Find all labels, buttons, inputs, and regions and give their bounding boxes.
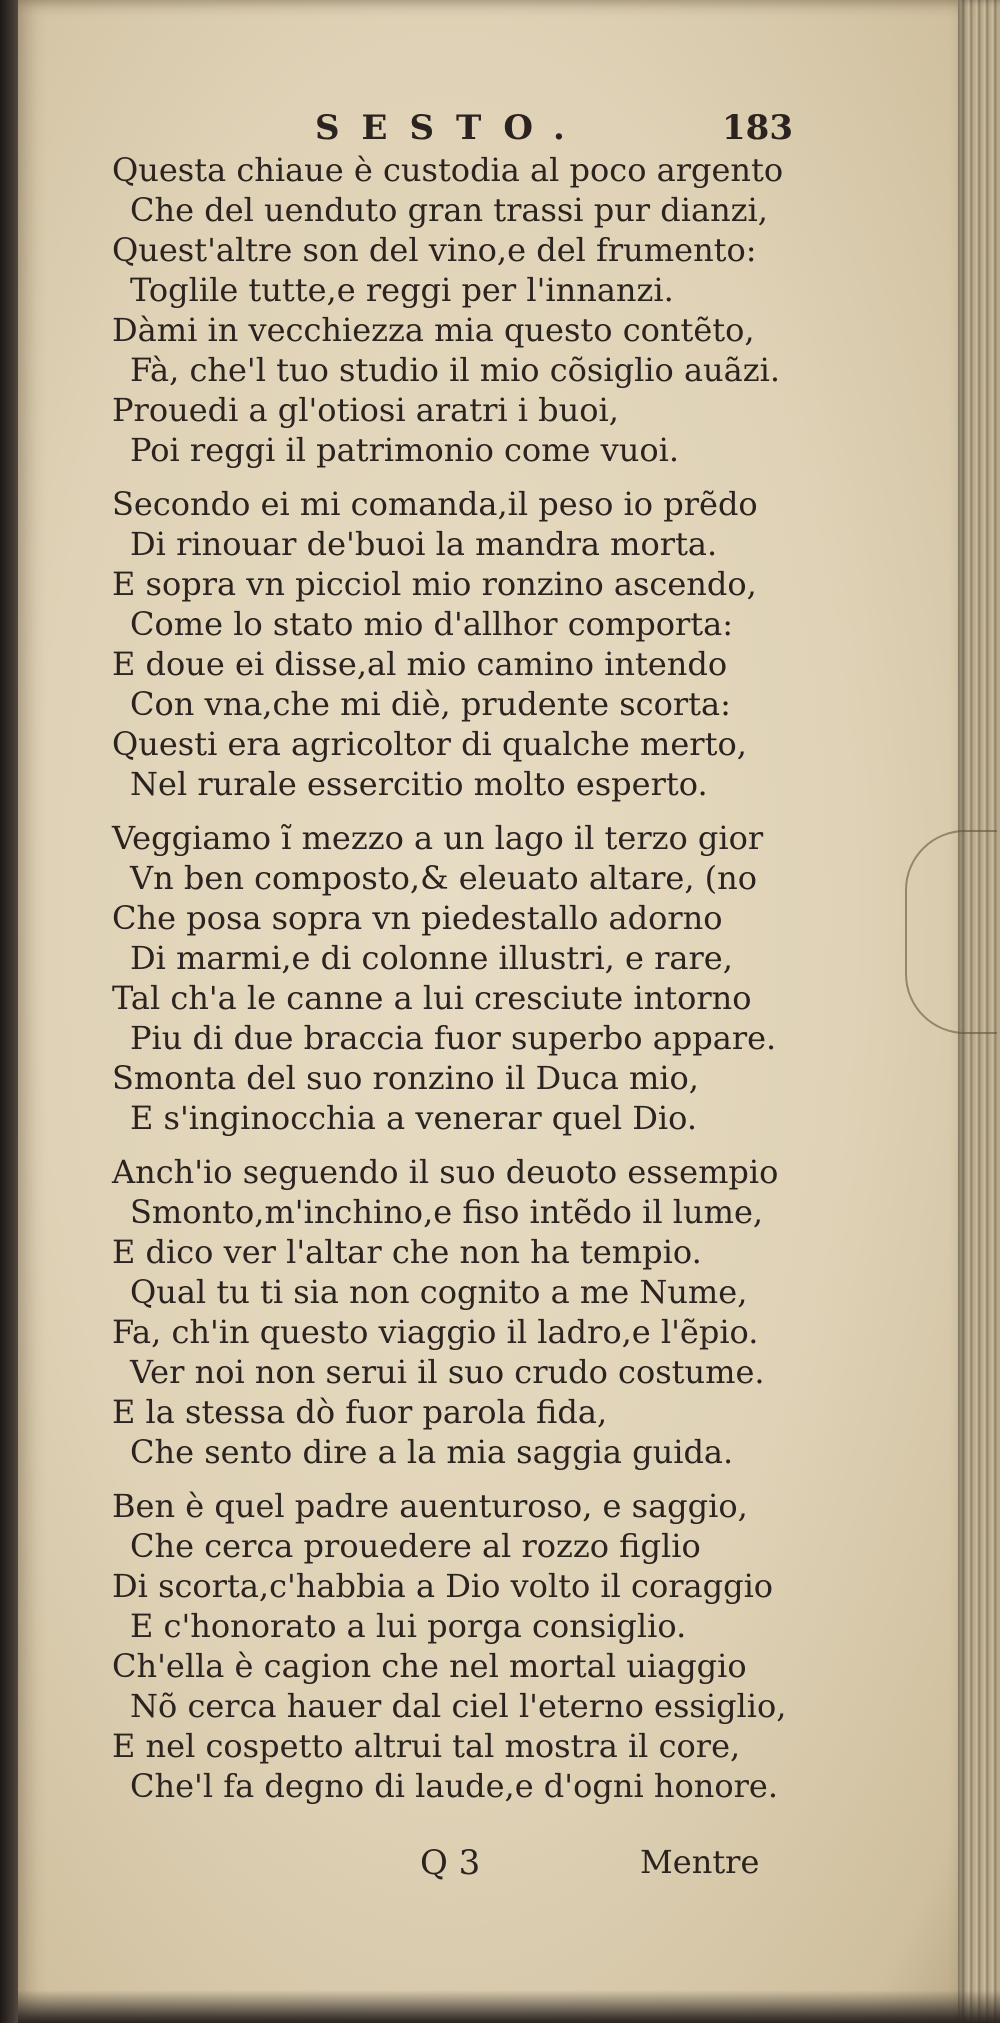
clasp-impression — [905, 830, 997, 1034]
verse-line: Anch'io seguendo il suo deuoto essempio — [112, 1153, 779, 1191]
verse-line: E c'honorato a lui porga consiglio. — [130, 1607, 687, 1645]
verse-line: E dico ver l'altar che non ha tempio. — [112, 1233, 702, 1271]
verse-line: Fa, ch'in questo viaggio il ladro,e l'ẽpio. — [112, 1313, 759, 1351]
verse-line: Qual tu ti sia non cognito a me Nume, — [130, 1273, 748, 1311]
stanza — [112, 818, 812, 1138]
verse-line: Smonta del suo ronzino il Duca mio, — [112, 1059, 699, 1097]
verse-line: Come lo stato mio d'allhor comporta: — [130, 605, 734, 643]
signature-mark: Q 3 — [420, 1843, 481, 1883]
verse-line: Che cerca prouedere al rozzo figlio — [130, 1527, 701, 1565]
page-number: 183 — [722, 108, 793, 148]
book-gutter — [0, 0, 20, 2023]
verse-line: Smonto,m'inchino,e fiso intẽdo il lume, — [130, 1193, 764, 1231]
verse-line: E nel cospetto altrui tal mostra il core, — [112, 1727, 741, 1765]
verse-line: Che posa sopra vn piedestallo adorno — [112, 899, 723, 937]
verse-line: Ver noi non serui il suo crudo costume. — [130, 1353, 765, 1391]
verse-line: Che del uenduto gran trassi pur dianzi, — [130, 191, 768, 229]
verse-line: Piu di due braccia fuor superbo appare. — [130, 1019, 777, 1057]
verse-line: Dàmi in vecchiezza mia questo contẽto, — [112, 311, 755, 349]
verse-line: Secondo ei mi comanda,il peso io prẽdo — [112, 485, 758, 523]
catchword: Mentre — [640, 1843, 760, 1881]
verse-line: E la stessa dò fuor parola fida, — [112, 1393, 608, 1431]
verse-line: E s'inginocchia a venerar quel Dio. — [130, 1099, 697, 1137]
verse-line: E sopra vn picciol mio ronzino ascendo, — [112, 565, 757, 603]
verse-line: Che'l fa degno di laude,e d'ogni honore. — [130, 1767, 778, 1805]
verse-line: Di marmi,e di colonne illustri, e rare, — [130, 939, 733, 977]
verse-line: Prouedi a gl'otiosi aratri i buoi, — [112, 391, 619, 429]
verse-line: Di rinouar de'buoi la mandra morta. — [130, 525, 718, 563]
stanza — [112, 150, 812, 470]
stanza — [112, 1486, 812, 1806]
verse-line: Veggiamo ĩ mezzo a un lago il terzo gior — [112, 819, 764, 857]
verse-line: Tal ch'a le canne a lui cresciute intorno — [112, 979, 752, 1017]
verse-line: Questi era agricoltor di qualche merto, — [112, 725, 747, 763]
verse-line: Vn ben composto,& eleuato altare, (no — [130, 859, 758, 897]
verse-line: Nel rurale essercitio molto esperto. — [130, 765, 708, 803]
stanza — [112, 1152, 812, 1472]
stanza — [112, 484, 812, 804]
verse-line: E doue ei disse,al mio camino intendo — [112, 645, 728, 683]
verse-line: Ch'ella è cagion che nel mortal uiaggio — [112, 1647, 747, 1685]
running-head-title: SESTO. — [315, 108, 587, 148]
bottom-shadow — [18, 1990, 1000, 2023]
verse-line: Fà, che'l tuo studio il mio cõsiglio auãzi. — [130, 351, 780, 389]
verse-line: Questa chiaue è custodia al poco argento — [112, 151, 784, 189]
verse-line: Toglile tutte,e reggi per l'innanzi. — [130, 271, 674, 309]
verse-line: Di scorta,c'habbia a Dio volto il coraggio — [112, 1567, 774, 1605]
poem-text — [112, 150, 812, 1820]
verse-line: Nõ cerca hauer dal ciel l'eterno essiglio, — [130, 1687, 787, 1725]
verse-line: Che sento dire a la mia saggia guida. — [130, 1433, 734, 1471]
verse-line: Poi reggi il patrimonio come vuoi. — [130, 431, 679, 469]
verse-line: Quest'altre son del vino,e del frumento: — [112, 231, 757, 269]
verse-line: Ben è quel padre auenturoso, e saggio, — [112, 1487, 748, 1525]
verse-line: Con vna,che mi diè, prudente scorta: — [130, 685, 731, 723]
